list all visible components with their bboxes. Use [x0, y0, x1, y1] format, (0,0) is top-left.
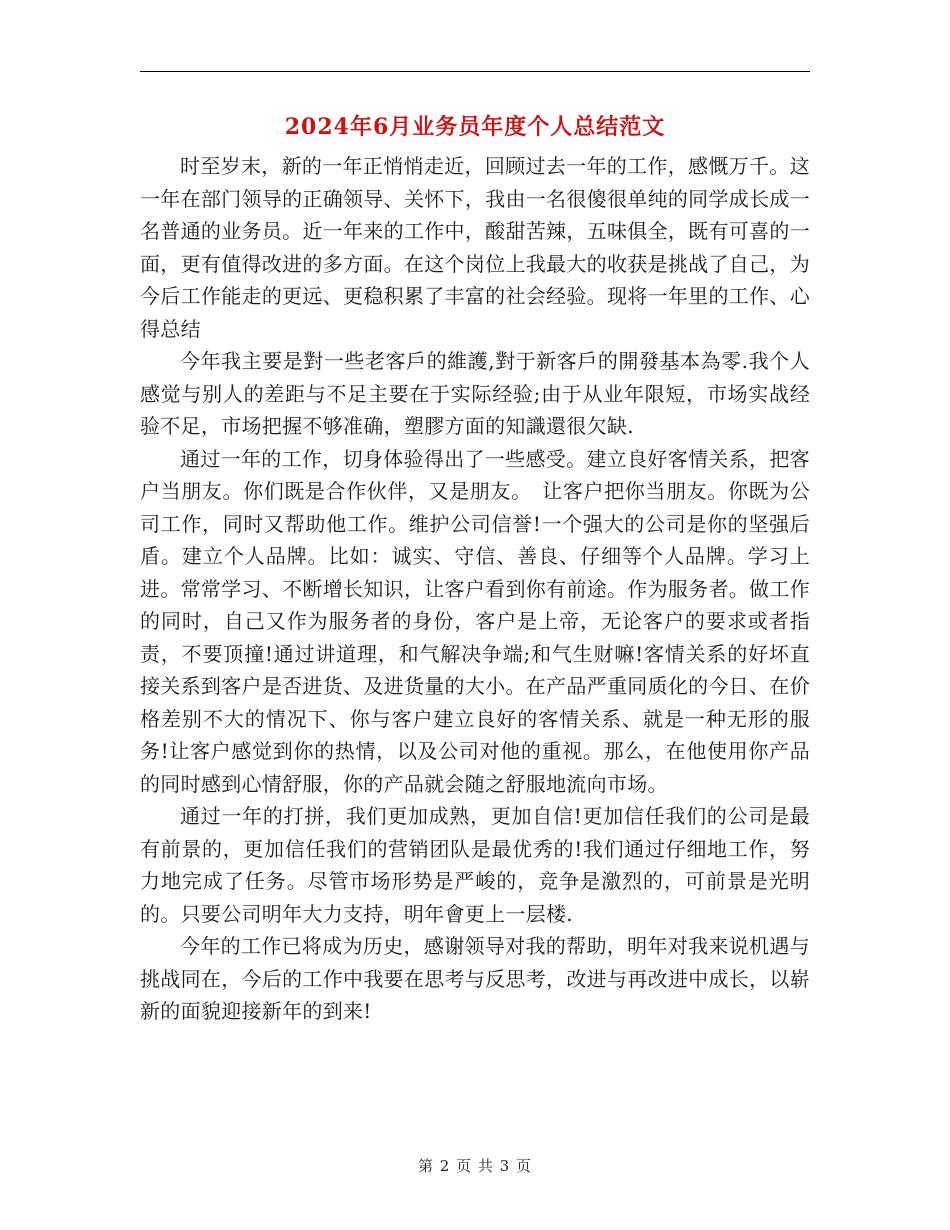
- page-number-footer: 第 2 页 共 3 页: [418, 1157, 532, 1175]
- paragraph-shortcomings: 今年我主要是對一些老客戶的維護,對于新客戶的開發基本為零.我个人感觉与别人的差距与不足主要在于实际经验;由于从业年限短，市场实战经验不足，市场把握不够准确，塑膠方面的知識還很欠缺.: [140, 349, 810, 438]
- paragraph-customer-relations: 通过一年的工作，切身体验得出了一些感受。建立良好客情关系，把客户当朋友。你们既是合作伙伴，又是朋友。 让客户把你当朋友。你既为公司工作，同时又帮助他工作。维护公司信誉!一个强大的公司是你的坚强后盾。建立个人品牌。比如：诚实、守信、善良、仔细等个人品牌。学习上进。常常学习、不断增长知识，让客户看到你有前途。作为服务者。做工作的同时，自己又作为服务者的身份，客户是上帝，无论客户的要求或者指责，不要顶撞!通过讲道理，和气解决争端;和气生财嘛!客情关系的好坏直接关系到客户是否进货、及进货量的大小。在产品严重同质化的今日、在价格差别不大的情况下、你与客户建立良好的客情关系、就是一种无形的服务!让客户感觉到你的热情，以及公司对他的重视。那么，在他使用你产品的同时感到心情舒服，你的产品就会随之舒服地流向市场。: [140, 446, 810, 796]
- paragraph-outlook: 今年的工作已将成为历史，感谢领导对我的帮助，明年对我来说机遇与挑战同在，今后的工作中我要在思考与反思考，改进与再改进中成长，以崭新的面貌迎接新年的到来!: [140, 934, 810, 1023]
- paragraph-team-confidence: 通过一年的打拼，我们更加成熟，更加自信!更加信任我们的公司是最有前景的，更加信任我们的营销团队是最优秀的!我们通过仔细地工作，努力地完成了任务。尽管市场形势是严峻的，竞争是激烈的，可前景是光明的。只要公司明年大力支持，明年會更上一层楼.: [140, 804, 810, 926]
- paragraph-intro: 时至岁末，新的一年正悄悄走近，回顾过去一年的工作，感慨万千。这一年在部门领导的正确领导、关怀下，我由一名很傻很单纯的同学成长成一名普通的业务员。近一年来的工作中，酸甜苦辣，五味俱全，既有可喜的一面，更有值得改进的多方面。在这个岗位上我最大的收获是挑战了自己，为今后工作能走的更远、更稳积累了丰富的社会经验。现将一年里的工作、心得总结: [140, 154, 810, 341]
- document-title: 2024年6月业务员年度个人总结范文: [284, 114, 666, 140]
- document-body: [140, 150, 810, 1028]
- header-rule: [140, 71, 810, 72]
